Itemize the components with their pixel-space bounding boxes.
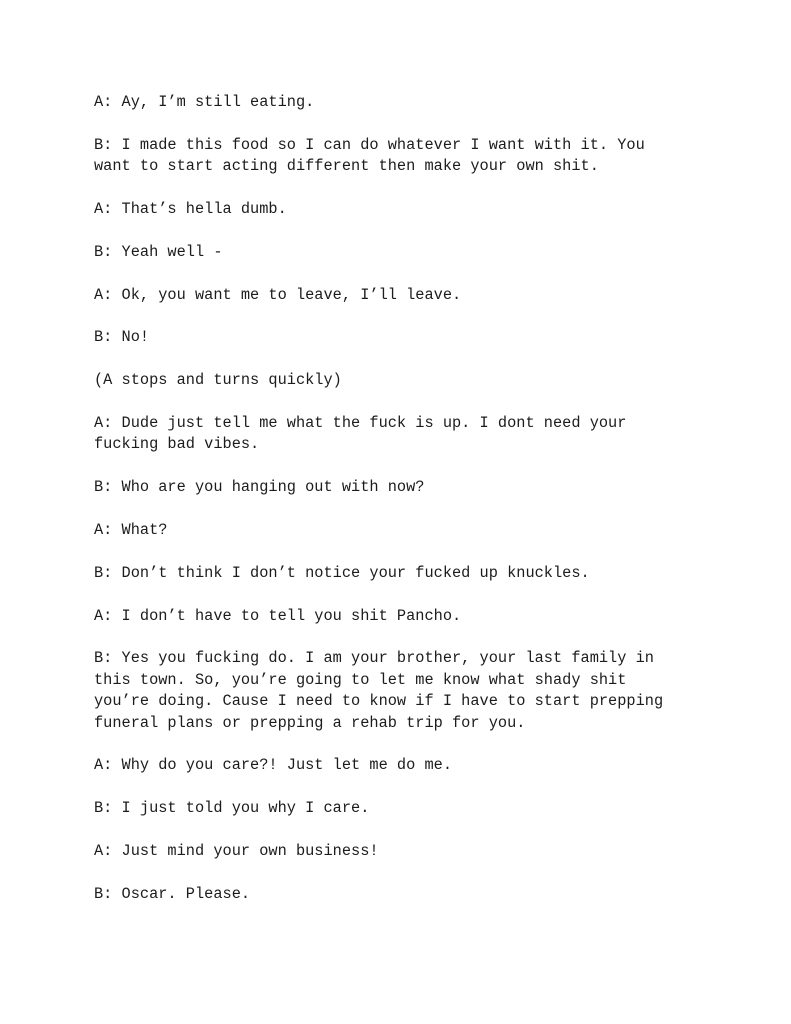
text-line: B: Don’t think I don’t notice your fucked up knuckles. xyxy=(94,563,590,582)
text-line: A: That’s hella dumb. xyxy=(94,200,287,218)
dialogue-line-b xyxy=(94,477,694,498)
text-line: A: Ok, you want me to leave, I’ll leave. xyxy=(94,285,462,304)
dialogue-line-a xyxy=(94,606,694,627)
text-line: funeral plans or prepping a rehab trip for you. xyxy=(94,713,526,732)
dialogue-line-b xyxy=(94,563,694,584)
dialogue-line-b xyxy=(94,327,694,348)
dialogue-line-a xyxy=(94,199,694,220)
text-line: A: Dude just tell me what the fuck is up. I dont need your xyxy=(94,413,627,432)
text-line: B: No! xyxy=(94,328,150,347)
dialogue-line-b xyxy=(94,648,694,734)
text-line: A: Just mind your own business! xyxy=(94,841,379,860)
text-line: A: I don’t have to tell you shit Pancho. xyxy=(94,606,462,625)
stage-direction xyxy=(94,370,694,391)
text-line: A: What? xyxy=(94,520,168,539)
text-line: B: Yes you fucking do. I am your brother, your last family in xyxy=(94,649,654,668)
dialogue-line-b xyxy=(94,884,694,905)
text-line: B: I made this food so I can do whatever I want with it. You xyxy=(94,135,645,154)
text-line: fucking bad vibes. xyxy=(94,435,260,454)
dialogue-line-a xyxy=(94,285,694,306)
text-line: (A stops and turns quickly) xyxy=(94,371,342,390)
text-line: want to start acting different then make your own shit. xyxy=(94,157,599,176)
text-line: A: Ay, I’m still eating. xyxy=(94,93,315,111)
text-line: this town. So, you’re going to let me know what shady shit xyxy=(94,670,627,689)
dialogue-line-a xyxy=(94,520,694,541)
text-line: you’re doing. Cause I need to know if I have to start prepping xyxy=(94,692,664,711)
text-line: B: Who are you hanging out with now? xyxy=(94,478,425,497)
dialogue-line-b xyxy=(94,135,694,178)
dialogue-line-a xyxy=(94,413,694,456)
text-line: B: Yeah well - xyxy=(94,242,223,261)
text-line: B: Oscar. Please. xyxy=(94,884,251,903)
script-body xyxy=(94,92,694,927)
text-line: B: I just told you why I care. xyxy=(94,799,370,818)
dialogue-line-b xyxy=(94,242,694,263)
dialogue-line-a xyxy=(94,755,694,776)
dialogue-line-b xyxy=(94,798,694,819)
dialogue-line-a xyxy=(94,841,694,862)
text-line: A: Why do you care?! Just let me do me. xyxy=(94,756,453,775)
dialogue-line-a xyxy=(94,92,694,113)
